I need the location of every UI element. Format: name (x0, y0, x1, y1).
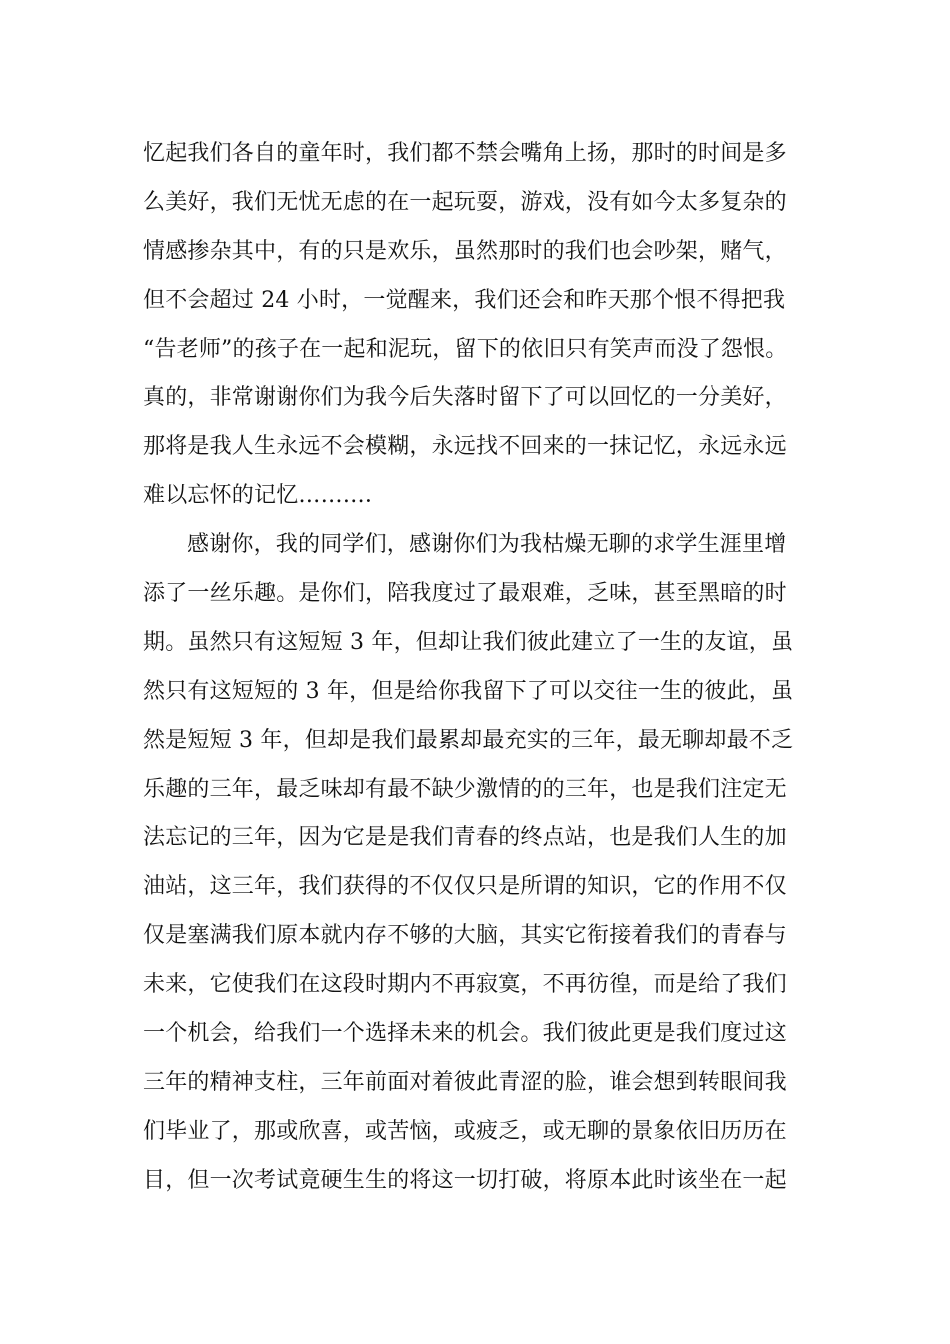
text-line: 一个机会，给我们一个选择未来的机会。我们彼此更是我们度过这 (143, 1021, 787, 1047)
text-line: 油站，这三年，我们获得的不仅仅只是所谓的知识，它的作用不仅 (143, 874, 787, 900)
text-line: 期。虽然只有这短短 3 年，但却让我们彼此建立了一生的友谊，虽 (143, 629, 794, 655)
text-line: 目，但一次考试竟硬生生的将这一切打破，将原本此时该坐在一起 (143, 1167, 787, 1193)
text-line: 情感掺杂其中，有的只是欢乐，虽然那时的我们也会吵架，赌气， (143, 238, 787, 264)
paragraph-start-line: 感谢你，我的同学们，感谢你们为我枯燥无聊的求学生涯里增 (187, 532, 787, 558)
text-line: 添了一丝乐趣。是你们，陪我度过了最艰难，乏味，甚至黑暗的时 (143, 581, 787, 607)
text-line: 仅是塞满我们原本就内存不够的大脑，其实它衔接着我们的青春与 (143, 923, 787, 949)
text-line: 三年的精神支柱，三年前面对着彼此青涩的脸，谁会想到转眼间我 (143, 1069, 787, 1095)
text-line: 真的，非常谢谢你们为我今后失落时留下了可以回忆的一分美好， (143, 385, 787, 411)
text-line: 们毕业了，那或欣喜，或苦恼，或疲乏，或无聊的景象依旧历历在 (143, 1118, 787, 1144)
text-line: 法忘记的三年，因为它是是我们青春的终点站，也是我们人生的加 (143, 825, 787, 851)
text-line: 么美好，我们无忧无虑的在一起玩耍，游戏，没有如今太多复杂的 (143, 189, 787, 215)
text-line: 乐趣的三年，最乏味却有最不缺少激情的的三年，也是我们注定无 (143, 776, 787, 802)
text-line: 忆起我们各自的童年时，我们都不禁会嘴角上扬，那时的时间是多 (143, 141, 787, 166)
text-line: 然只有这短短的 3 年，但是给你我留下了可以交往一生的彼此，虽 (143, 678, 794, 704)
text-line: 然是短短 3 年，但却是我们最累却最充实的三年，最无聊却最不乏 (143, 727, 794, 753)
text-line: “告老师”的孩子在一起和泥玩，留下的依旧只有笑声而没了怨恨。 (143, 336, 788, 362)
body-text (143, 130, 823, 1206)
text-line: 难以忘怀的记忆………． (143, 483, 388, 509)
text-line: 未来，它使我们在这段时期内不再寂寞，不再彷徨，而是给了我们 (143, 972, 787, 998)
text-line: 但不会超过 24 小时，一觉醒来，我们还会和昨天那个恨不得把我 (143, 287, 786, 313)
text-line: 那将是我人生永远不会模糊，永远找不回来的一抹记忆，永远永远 (143, 434, 787, 460)
